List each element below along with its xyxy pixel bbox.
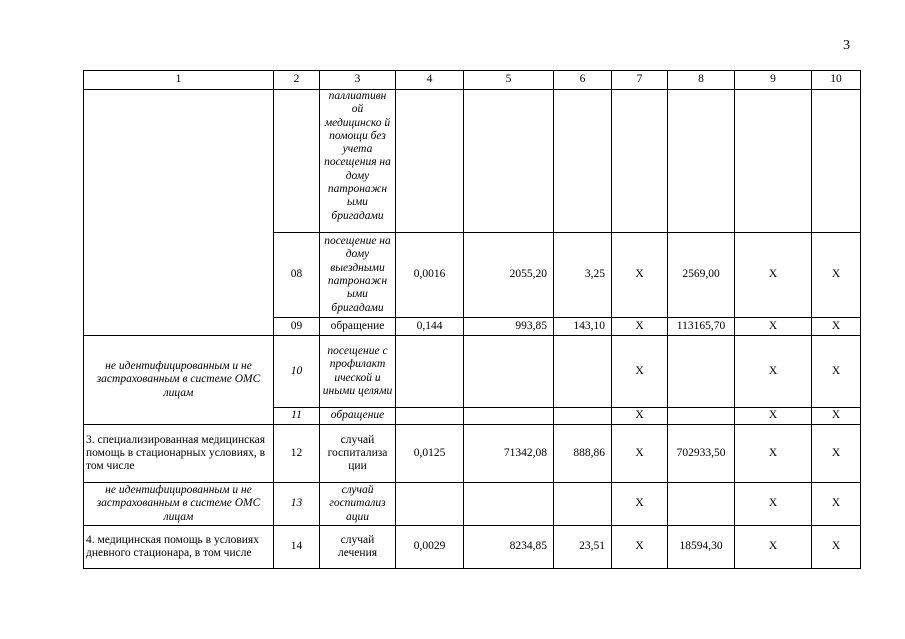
table-cell: 13 (274, 483, 320, 526)
table-cell: Х (812, 483, 861, 526)
table-cell: 993,85 (464, 318, 554, 336)
table-cell (464, 336, 554, 408)
table-cell: Х (735, 425, 812, 483)
table-cell (84, 90, 274, 336)
table-cell (668, 90, 735, 233)
table-cell: 3,25 (554, 233, 612, 318)
table-cell: 0,0016 (396, 233, 464, 318)
header-cell: 10 (812, 71, 861, 90)
table-cell (554, 336, 612, 408)
table-cell: обращение (320, 318, 396, 336)
table-cell (554, 90, 612, 233)
table-cell: паллиативн ой медицинско й помощи без учета посещения на дому патронажн ыми бригадами (320, 90, 396, 233)
table-row (84, 90, 861, 233)
table-cell: случай госпитализ ации (320, 483, 396, 526)
table-cell: 0,0125 (396, 425, 464, 483)
table-cell (464, 90, 554, 233)
table-cell: 10 (274, 336, 320, 408)
table-cell (464, 483, 554, 526)
table-cell: Х (812, 336, 861, 408)
table-cell: Х (612, 336, 668, 408)
page-number: 3 (843, 38, 850, 53)
table-row (84, 425, 861, 483)
table-cell: посещение на дому выездными патронажн ыми бригадами (320, 233, 396, 318)
table-cell: 12 (274, 425, 320, 483)
table-cell: 14 (274, 526, 320, 569)
table-cell: 08 (274, 233, 320, 318)
table-cell (464, 408, 554, 425)
table-cell: 11 (274, 408, 320, 425)
table-cell: 702933,50 (668, 425, 735, 483)
table-cell (554, 408, 612, 425)
table-cell: Х (812, 408, 861, 425)
table-cell (396, 336, 464, 408)
table-cell: Х (812, 526, 861, 569)
table-cell (396, 483, 464, 526)
table-cell: 888,86 (554, 425, 612, 483)
header-cell: 7 (612, 71, 668, 90)
table-cell: 0,144 (396, 318, 464, 336)
table-cell (668, 408, 735, 425)
data-table (83, 70, 861, 569)
header-cell: 8 (668, 71, 735, 90)
table-cell: обращение (320, 408, 396, 425)
table-cell (554, 483, 612, 526)
table-cell (668, 336, 735, 408)
header-row (84, 71, 861, 90)
table-cell: 23,51 (554, 526, 612, 569)
header-cell: 2 (274, 71, 320, 90)
header-cell: 6 (554, 71, 612, 90)
table-cell: Х (735, 318, 812, 336)
table-cell (396, 90, 464, 233)
header-cell: 9 (735, 71, 812, 90)
table-cell: Х (612, 483, 668, 526)
table-cell: 09 (274, 318, 320, 336)
table-cell: Х (735, 233, 812, 318)
table-cell: Х (812, 318, 861, 336)
table-cell: Х (812, 425, 861, 483)
header-cell: 1 (84, 71, 274, 90)
table-cell (668, 483, 735, 526)
table-cell: не идентифицированным и не застрахованным в системе ОМС лицам (84, 336, 274, 425)
table-cell: случай лечения (320, 526, 396, 569)
table-cell: 3. специализированная медицинская помощь в стационарных условиях, в том числе (84, 425, 274, 483)
table-cell: Х (735, 408, 812, 425)
table-cell: Х (735, 483, 812, 526)
table-cell: Х (812, 233, 861, 318)
table-cell (396, 408, 464, 425)
table-cell (735, 90, 812, 233)
table-row (84, 336, 861, 408)
table-cell (812, 90, 861, 233)
table-cell: 2055,20 (464, 233, 554, 318)
table-cell: Х (612, 233, 668, 318)
table-cell: 71342,08 (464, 425, 554, 483)
header-cell: 5 (464, 71, 554, 90)
table-cell: 8234,85 (464, 526, 554, 569)
table-cell (274, 90, 320, 233)
table-row (84, 483, 861, 526)
table-cell: Х (612, 425, 668, 483)
table-cell: 143,10 (554, 318, 612, 336)
table-cell: 2569,00 (668, 233, 735, 318)
table-cell: 4. медицинская помощь в условиях дневного стационара, в том числе (84, 526, 274, 569)
table-cell: посещение с профилакт ической и иными целями (320, 336, 396, 408)
header-cell: 4 (396, 71, 464, 90)
table-row (84, 526, 861, 569)
table-cell: 18594,30 (668, 526, 735, 569)
table-cell: Х (612, 408, 668, 425)
table-cell: Х (735, 336, 812, 408)
table-cell: 0,0029 (396, 526, 464, 569)
table-cell (612, 90, 668, 233)
table-cell: Х (612, 318, 668, 336)
table-cell: случай госпитализа ции (320, 425, 396, 483)
table-cell: Х (612, 526, 668, 569)
table-cell: 113165,70 (668, 318, 735, 336)
table-cell: Х (735, 526, 812, 569)
table-cell: не идентифицированным и не застрахованным в системе ОМС лицам (84, 483, 274, 526)
header-cell: 3 (320, 71, 396, 90)
